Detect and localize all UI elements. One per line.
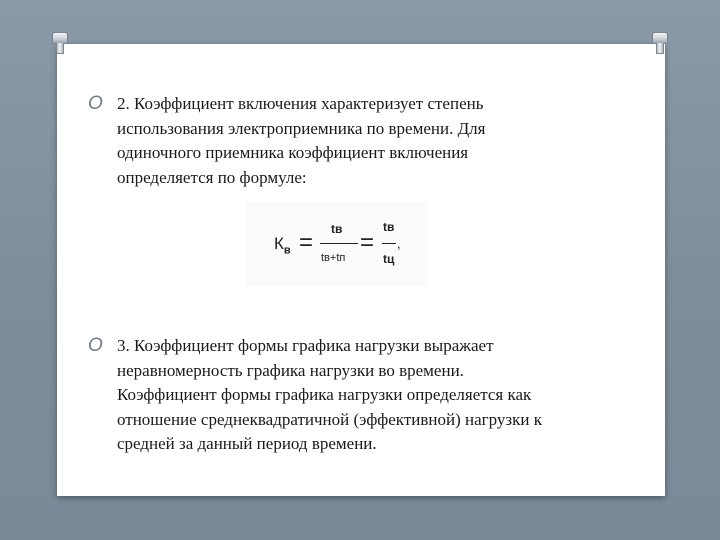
pushpin-stem (656, 43, 664, 54)
formula-lhs-subscript: в (283, 244, 291, 257)
bullet-item (88, 334, 648, 457)
bullet-marker-icon: O (88, 93, 103, 114)
formula-equals: = (299, 229, 314, 256)
formula-comma: , (397, 236, 401, 251)
bullet-marker-icon: O (88, 335, 103, 356)
bullet-item (88, 92, 648, 190)
formula-lhs-symbol: К (274, 234, 284, 253)
formula-equals: = (360, 229, 375, 256)
bullet-text: 3. Коэффициент формы графика нагрузки выражает неравномерность графика нагрузки во времени. Коэффициент формы графика нагрузки определяется как отношение среднеквадратичной (эффективной) нагрузки к средней за данный период времени. (117, 336, 542, 453)
formula-fraction1-denominator: tв+tп (321, 252, 346, 264)
pushpin-stem (56, 43, 64, 54)
formula-fraction1-numerator: tв (331, 222, 343, 236)
bullet-text: 2. Коэффициент включения характеризует степень использования электроприемника по времени. Для одиночного приемника коэффициент включения определяется по формуле: (117, 94, 486, 187)
formula-fraction1-bar (320, 243, 358, 244)
pushpin-icon (652, 32, 668, 54)
formula-lhs (274, 234, 291, 256)
pushpin-icon (52, 32, 68, 54)
formula-image (246, 202, 428, 286)
formula-fraction2-bar (382, 243, 396, 244)
formula-fraction2-denominator: tц (383, 252, 395, 266)
formula-fraction2-numerator: tв (383, 220, 395, 234)
